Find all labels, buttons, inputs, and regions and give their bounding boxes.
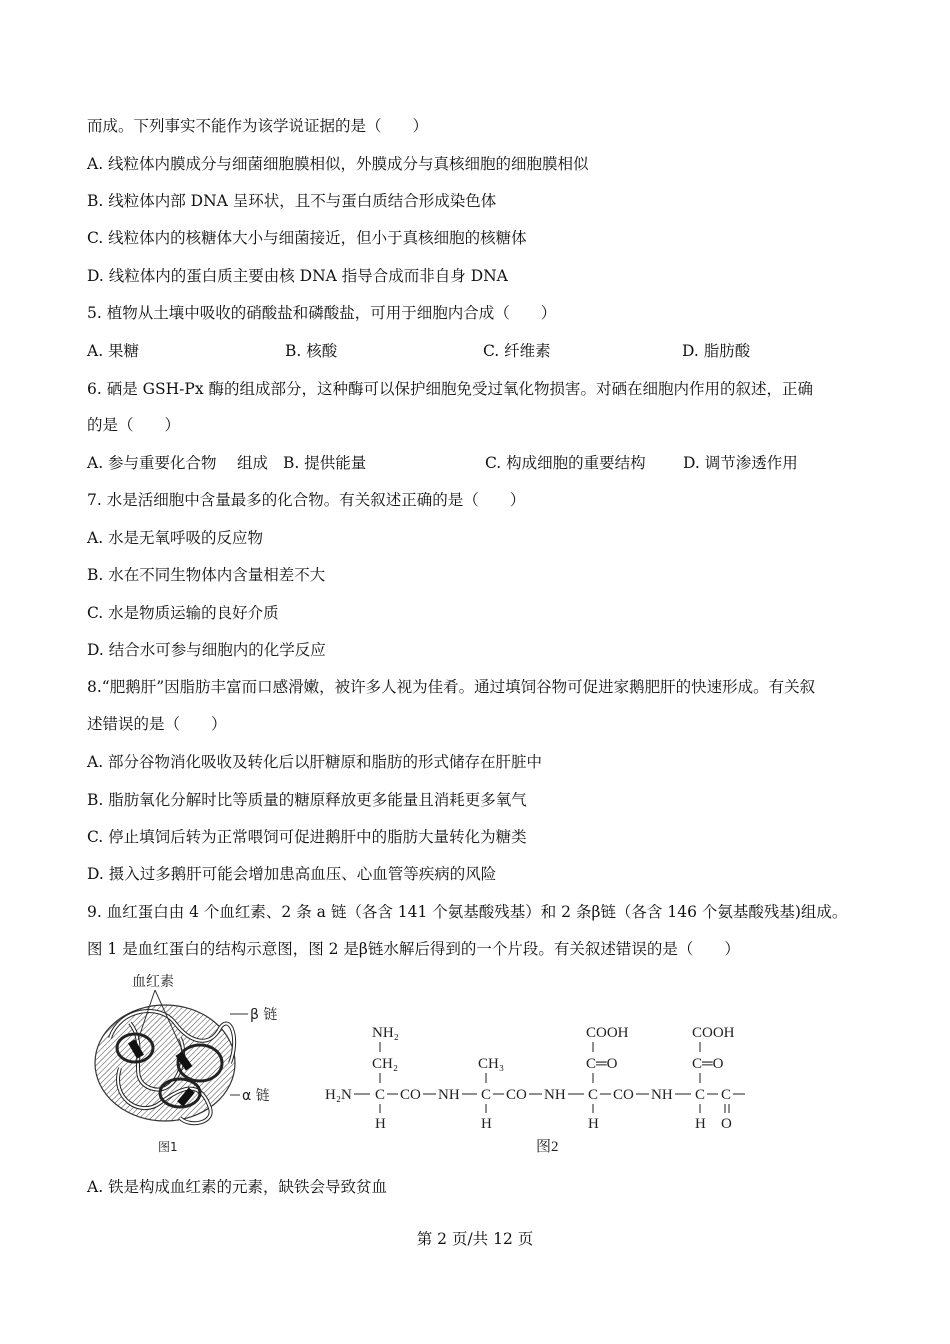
chain-c5: C (721, 1087, 732, 1103)
h-4: H (695, 1116, 706, 1132)
q4-option-c: C. 线粒体内的核糖体大小与细菌接近，但小于真核细胞的核糖体 (87, 229, 527, 247)
q8-option-a: A. 部分谷物消化吸收及转化后以肝糖原和脂肪的形式储存在肝脏中 (87, 753, 543, 771)
o-terminal: O (721, 1116, 732, 1132)
chain-nh2: NH (544, 1087, 566, 1103)
chain-c2: C (481, 1087, 492, 1103)
q8-option-c: C. 停止填饲后转为正常喂饲可促进鹅肝中的脂肪大量转化为糖类 (87, 828, 527, 846)
q7-option-b: B. 水在不同生物体内含量相差不大 (87, 566, 326, 584)
q7-stem: 7. 水是活细胞中含量最多的化合物。有关叙述正确的是（ ） (87, 491, 526, 509)
q4-option-d: D. 线粒体内的蛋白质主要由核 DNA 指导合成而非自身 DNA (87, 267, 508, 285)
q8-stem-line2: 述错误的是（ ） (87, 715, 227, 733)
figure-1-hemoglobin (80, 968, 300, 1158)
protein-chains (95, 1005, 235, 1123)
q6-option-d: D. 调节渗透作用 (683, 454, 798, 472)
r3-carbonyl: C═O (586, 1056, 618, 1072)
label-heme: 血红素 (132, 974, 174, 990)
chain-h2n: H₂N (325, 1087, 352, 1103)
r2-ch3: CH₃ (478, 1056, 505, 1072)
chain-nh3: NH (651, 1087, 673, 1103)
q7-option-a: A. 水是无氧呼吸的反应物 (87, 529, 264, 547)
q8-option-b: B. 脂肪氧化分解时比等质量的糖原释放更多能量且消耗更多氧气 (87, 791, 527, 809)
chain-c4: C (695, 1087, 706, 1103)
figure-2-caption: 图2 (536, 1139, 559, 1155)
q5-stem: 5. 植物从土壤中吸收的硝酸盐和磷酸盐，可用于细胞内合成（ ） (87, 304, 557, 322)
r4-carbonyl: C═O (692, 1056, 724, 1072)
q9-stem-line1: 9. 血红蛋白由 4 个血红素、2 条 a 链（各含 141 个氨基酸残基）和 2 条β链（各含 146 个氨基酸残基)组成。 (87, 903, 848, 921)
q8-stem-line1: 8.“肥鹅肝”因脂肪丰富而口感滑嫩，被许多人视为佳肴。通过填饲谷物可促进家鹅肥肝的快速形成。有关叙 (87, 678, 816, 696)
chain-nh1: NH (438, 1087, 460, 1103)
q9-stem-line2: 图 1 是血红蛋白的结构示意图，图 2 是β链水解后得到的一个片段。有关叙述错误的是（ ） (87, 940, 740, 958)
chain-c3: C (588, 1087, 599, 1103)
figure-2-peptide-fragment (320, 1015, 760, 1155)
q6-option-b: B. 提供能量 (283, 454, 367, 472)
q4-option-a: A. 线粒体内膜成分与细菌细胞膜相似，外膜成分与真核细胞的细胞膜相似 (87, 155, 589, 173)
label-beta-chain: β 链 (250, 1007, 278, 1023)
chain-co3: CO (613, 1087, 634, 1103)
label-alpha-chain: α 链 (242, 1088, 270, 1104)
q6-option-c: C. 构成细胞的重要结构 (485, 454, 646, 472)
h-1: H (375, 1116, 386, 1132)
chain-co2: CO (506, 1087, 527, 1103)
page-footer: 第 2 页/共 12 页 (416, 1230, 534, 1248)
q6-option-a: A. 参与重要化合物 组成 (87, 454, 268, 472)
q6-stem-line1: 6. 硒是 GSH-Px 酶的组成部分，这种酶可以保护细胞免受过氧化物损害。对硒在细胞内作用的叙述，正确 (87, 380, 813, 398)
figure-1-caption: 图1 (158, 1140, 178, 1154)
r1-ch2: CH₂ (372, 1056, 399, 1072)
q4-stem-tail: 而成。下列事实不能作为该学说证据的是（ ） (87, 117, 429, 135)
r4-cooh: COOH (692, 1025, 735, 1041)
q4-option-b: B. 线粒体内部 DNA 呈环状，且不与蛋白质结合形成染色体 (87, 192, 497, 210)
q7-option-c: C. 水是物质运输的良好介质 (87, 604, 279, 622)
h-3: H (588, 1116, 599, 1132)
q5-option-c: C. 纤维素 (483, 342, 551, 360)
q5-option-d: D. 脂肪酸 (682, 342, 751, 360)
chain-c1: C (375, 1087, 386, 1103)
q7-option-d: D. 结合水可参与细胞内的化学反应 (87, 641, 326, 659)
r3-cooh: COOH (586, 1025, 629, 1041)
h-2: H (481, 1116, 492, 1132)
chain-co1: CO (400, 1087, 421, 1103)
q5-option-a: A. 果糖 (87, 342, 140, 360)
q5-option-b: B. 核酸 (285, 342, 338, 360)
q9-option-a: A. 铁是构成血红素的元素，缺铁会导致贫血 (87, 1178, 388, 1196)
q8-option-d: D. 摄入过多鹅肝可能会增加患高血压、心血管等疾病的风险 (87, 865, 497, 883)
r1-nh2: NH₂ (372, 1025, 399, 1041)
q6-stem-line2: 的是（ ） (87, 416, 181, 434)
